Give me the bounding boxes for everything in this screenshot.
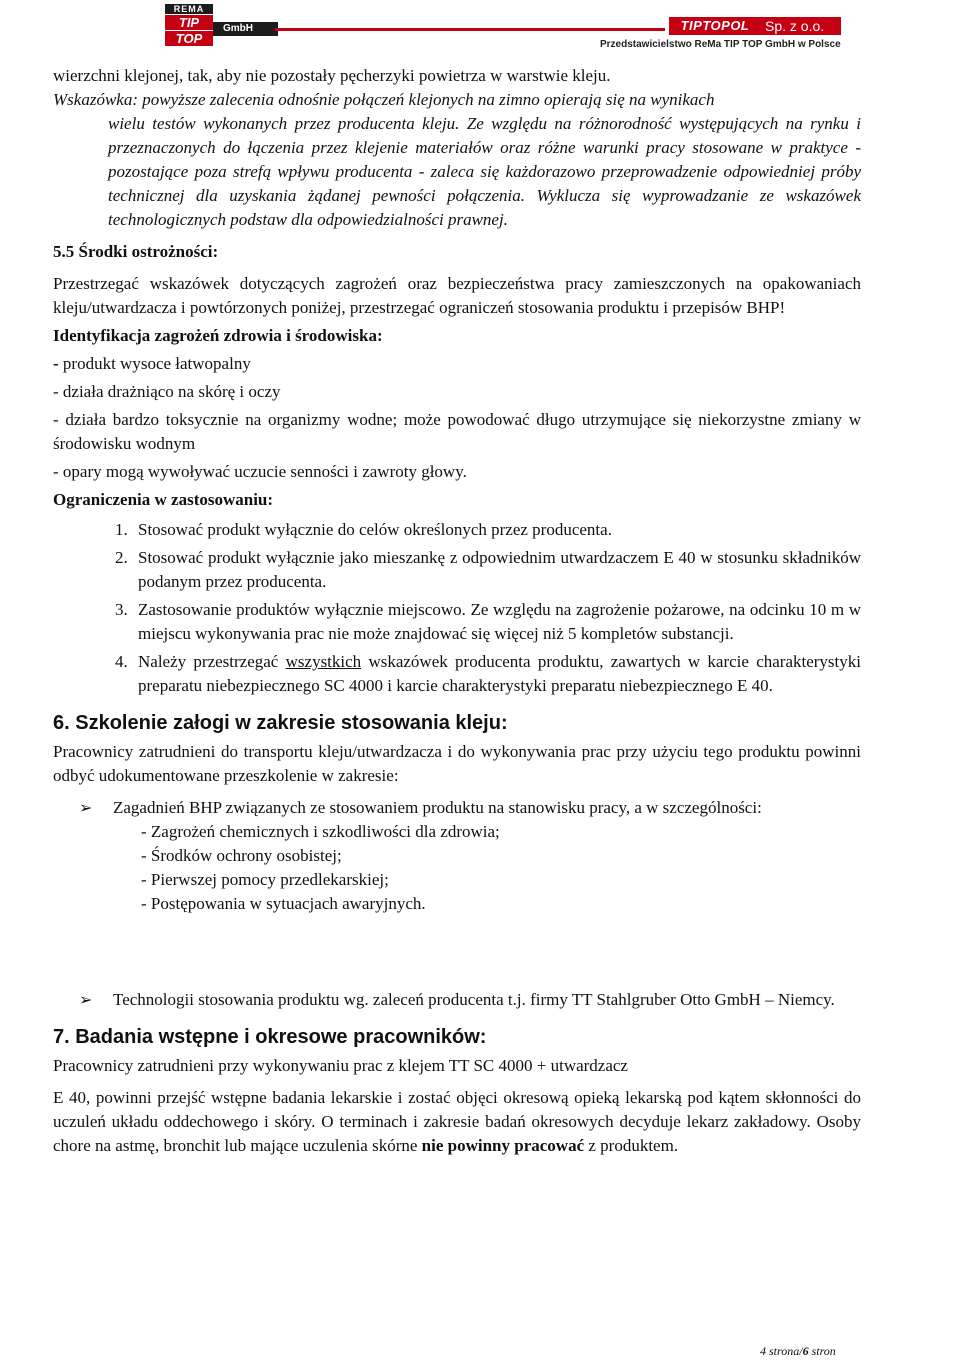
hazard-item-2: - działa drażniąco na skórę i oczy xyxy=(53,382,281,401)
hazard-item-4: - opary mogą wywoływać uczucie senności i zawroty głowy. xyxy=(53,462,467,481)
hazard-item-1-dash: - xyxy=(53,354,59,373)
medical-text-pre: E 40, powinni przejść wstępne badania lekarskie i zostać objęci okresową opieką lekarską pod kątem skłonności do uczuleń układu oddechowego i skóry. O terminach i zakresie badań okresowych decyduje lekarz zakładowy. Osoby chore na astmę, bronchit lub mające uczulenia skórne xyxy=(53,1088,861,1155)
medical-paragraph xyxy=(53,1086,861,1158)
page-header xyxy=(0,0,960,60)
logo-top: TOP xyxy=(165,31,213,46)
limitations-list xyxy=(53,518,861,698)
limitations-heading: Ograniczenia w zastosowaniu: xyxy=(53,490,274,509)
company-suffix: Sp. z o.o. xyxy=(761,17,841,35)
hazard-item-3: - działa bardzo toksycznie na organizmy wodne; może powodować długo utrzymujące się niekorzystne zmiany w środowisku wodnym xyxy=(53,410,861,453)
rema-tip-top-logo xyxy=(165,4,213,46)
training-subitem: - Pierwszej pomocy przedlekarskiej; xyxy=(141,870,389,889)
training-subitem: - Postępowania w sytuacjach awaryjnych. xyxy=(141,894,426,913)
footer-total-pages: 6 xyxy=(802,1344,809,1358)
limitation-text: Stosować produkt wyłącznie do celów określonych przez producenta. xyxy=(138,520,612,539)
limitation-item xyxy=(53,650,861,698)
limitation-number: 3. xyxy=(115,600,128,619)
training-bullet-2-text: Technologii stosowania produktu wg. zaleceń producenta t.j. firmy TT Stahlgruber Otto GmbH – Niemcy. xyxy=(113,990,835,1009)
intro-line: wierzchni klejonej, tak, aby nie pozostały pęcherzyki powietrza w warstwie kleju. xyxy=(53,66,611,85)
medical-text-post: z produktem. xyxy=(584,1136,679,1155)
precautions-paragraph: Przestrzegać wskazówek dotyczących zagrożeń oraz bezpieczeństwa pracy zamieszczonych na opakowaniach kleju/utwardzacza i powtórzonych poniżej, przestrzegać ograniczeń stosowania produktu i przepisów BHP! xyxy=(53,274,861,317)
training-subitem: - Zagrożeń chemicznych i szkodliwości dla zdrowia; xyxy=(141,822,500,841)
arrow-bullet-icon: ➢ xyxy=(79,990,93,1009)
section-6-heading: 6. Szkolenie załogi w zakresie stosowania kleju: xyxy=(53,712,508,734)
arrow-bullet-icon: ➢ xyxy=(79,798,93,817)
representative-line: Przedstawicielstwo ReMa TIP TOP GmbH w Polsce xyxy=(600,39,841,50)
logo-rema: REMA xyxy=(165,4,213,14)
limitation-number: 4. xyxy=(115,652,128,671)
tiptopol-logo: TIPTOPOL xyxy=(669,17,761,35)
limitation-number: 2. xyxy=(115,548,128,567)
limitation-item xyxy=(53,546,861,594)
page-footer xyxy=(760,1344,836,1359)
limitation-item xyxy=(53,518,861,542)
training-bullet-2 xyxy=(53,988,861,1012)
section-7-heading: 7. Badania wstępne i okresowe pracowników: xyxy=(53,1026,487,1048)
section-5-5-heading: 5.5 Środki ostrożności: xyxy=(53,242,219,261)
header-divider xyxy=(275,28,665,31)
training-bullet-1-text: Zagadnień BHP związanych ze stosowaniem produktu na stanowisku pracy, a w szczególności: xyxy=(113,798,762,817)
footer-word: stron xyxy=(808,1344,836,1358)
training-subitems xyxy=(53,820,861,916)
medical-text-bold: nie powinny pracować xyxy=(421,1136,585,1155)
hazard-item-1 xyxy=(53,352,861,376)
limitation-text: Stosować produkt wyłącznie jako mieszankę z odpowiednim utwardzaczem E 40 w stosunku składników podanym przez producenta. xyxy=(138,548,861,591)
hint-body: wielu testów wykonanych przez producenta kleju. Ze względu na różnorodność występujących na rynku i przeznaczonych do łączenia przez klejenie materiałów oraz różne warunki pracy stosowane w praktyce - pozostające poza strefą wpływu producenta - zaleca się każdorazowo przeprowadzenie odpowiedniej próby technicznej dla uzyskania żądanej pewności połączenia. Wyklucza się wyprowadzanie ze wskazówek technologicznych podstaw dla odpowiedzialności prawnej. xyxy=(108,114,861,229)
hazard-item-1-text: produkt wysoce łatwopalny xyxy=(58,354,251,373)
hazard-identification-heading: Identyfikacja zagrożeń zdrowia i środowiska: xyxy=(53,326,383,345)
training-paragraph: Pracownicy zatrudnieni do transportu kleju/utwardzacza i do wykonywania prac przy użyciu tego produktu powinni odbyć udokumentowane przeszkolenie w zakresie: xyxy=(53,742,861,785)
logo-tip: TIP xyxy=(165,15,213,30)
limitation-item xyxy=(53,598,861,646)
training-subitem: - Środków ochrony osobistej; xyxy=(141,846,342,865)
hint-lead: Wskazówka: powyższe zalecenia odnośnie połączeń klejonych na zimno opierają się na wynikach xyxy=(53,90,715,109)
logo-gmbh: GmbH xyxy=(213,22,278,36)
document-body xyxy=(53,64,861,1158)
medical-line-1: Pracownicy zatrudnieni przy wykonywaniu prac z klejem TT SC 4000 + utwardzacz xyxy=(53,1056,628,1075)
limitation-number: 1. xyxy=(115,520,128,539)
footer-page-number: 4 xyxy=(760,1344,766,1358)
limitation-text: Zastosowanie produktów wyłącznie miejscowo. Ze względu na zagrożenie pożarowe, na odcinku 10 m w miejscu wykonywania prac nie może znajdować się więcej niż 5 kompletów substancji. xyxy=(138,600,861,643)
training-bullet-1 xyxy=(53,796,861,820)
limitation-text-post: wskazówek producenta produktu, zawartych w karcie charakterystyki preparatu niebezpiecznego SC 4000 i karcie charakterystyki preparatu niebezpiecznego E 40. xyxy=(138,652,861,695)
limitation-text-underlined: wszystkich xyxy=(285,652,362,671)
limitation-text-pre: Należy przestrzegać xyxy=(138,652,286,671)
footer-separator: strona/ xyxy=(766,1344,803,1358)
